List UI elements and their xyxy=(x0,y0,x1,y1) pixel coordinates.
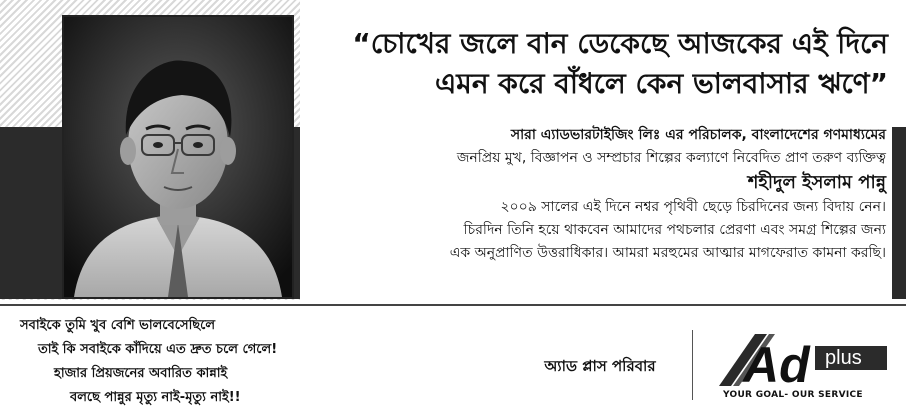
adplus-logo xyxy=(715,330,890,410)
poem-line-2: তাই কি সবাইকে কাঁদিয়ে এত দ্রুত চলে গেলে! xyxy=(38,342,278,357)
quote-line-2: এমন করে বাঁধলে কেন ভালবাসার ঋণে” xyxy=(434,67,888,100)
bio-line-2: জনপ্রিয় মুখ, বিজ্ঞাপন ও সম্প্রচার শিল্পের কল্যাণে নিবেদিত প্রাণ তরুণ ব্যক্তিত্ব xyxy=(456,150,886,166)
logo-mark-text: Ad xyxy=(743,337,810,390)
quote-line-1: “চোখের জলে বান ডেকেছে আজকের এই দিনে xyxy=(352,27,888,60)
deceased-name: শহীদুল ইসলাম পান্নু xyxy=(747,172,886,193)
poem-line-3: হাজার প্রিয়জনের অবারিত কান্নাই xyxy=(54,366,228,381)
bio-line-4: চিরদিন তিনি হয়ে থাকবেন আমাদের পথচলার প্রেরণা এবং সমগ্র শিল্পের জন্য xyxy=(463,222,886,238)
poem-line-1: সবাইকে তুমি খুব বেশি ভালবেসেছিলে xyxy=(20,318,216,333)
portrait-illustration xyxy=(64,17,292,297)
bio-text xyxy=(300,124,886,265)
bio-line-1: সারা এ্যাডভারটাইজিং লিঃ এর পরিচালক, বাংলাদেশের গণমাধ্যমের xyxy=(510,127,886,143)
poem-line-4: বলছে পান্নুর মৃত্যু নাই-মৃত্যু নাই!! xyxy=(70,390,241,405)
bio-line-5: এক অনুপ্রাণিত উত্তরাধিকার। আমরা মরহুমের আত্মার মাগফেরাত কামনা করছি। xyxy=(449,245,886,261)
logo-tagline: YOUR GOAL- OUR SERVICE xyxy=(723,390,863,400)
sponsor-family-label: অ্যাড প্লাস পরিবার xyxy=(544,357,656,375)
adplus-logo-mark xyxy=(715,330,890,390)
tribute-poem xyxy=(20,314,420,410)
bottom-divider-rule xyxy=(0,304,906,306)
memorial-quote xyxy=(318,24,888,104)
vertical-divider xyxy=(692,330,693,400)
portrait-photo xyxy=(62,15,294,299)
logo-word-text: plus xyxy=(825,347,862,369)
bio-line-3: ২০০৯ সালের এই দিনে নশ্বর পৃথিবী ছেড়ে চিরদিনের জন্য বিদায় নেন। xyxy=(500,199,886,215)
